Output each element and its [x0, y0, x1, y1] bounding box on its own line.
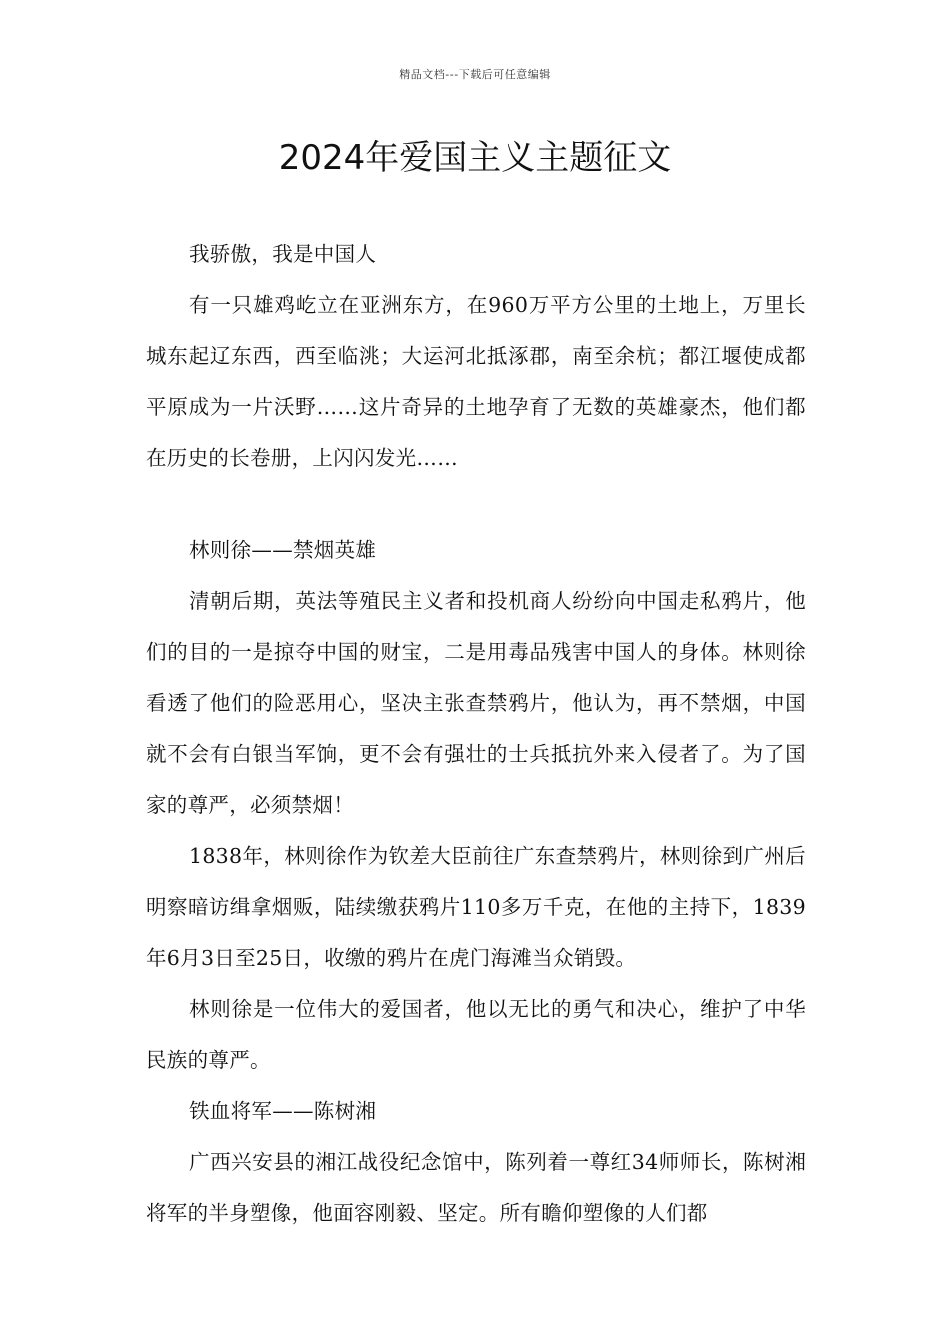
paragraph-subtitle: 我骄傲，我是中国人: [189, 242, 377, 266]
paragraph-lin-zexu-background: 清朝后期，英法等殖民主义者和投机商人纷纷向中国走私鸦片，他们的目的一是掠夺中国的财宝，二是用毒品残害中国人的身体。林则徐看透了他们的险恶用心，坚决主张查禁鸦片，他认为，再不禁烟，中国就不会有白银当军饷，更不会有强壮的士兵抵抗外来入侵者了。为了国家的尊严，必须禁烟！: [146, 589, 806, 817]
paragraph-chen-shuxiang: 广西兴安县的湘江战役纪念馆中，陈列着一尊红34师师长，陈树湘将军的半身塑像，他面容刚毅、坚定。所有瞻仰塑像的人们都: [146, 1150, 806, 1225]
section-heading-chen-shuxiang: 铁血将军——陈树湘: [189, 1099, 377, 1123]
document-body: [146, 229, 806, 1239]
paragraph-lin-zexu-summary: 林则徐是一位伟大的爱国者，他以无比的勇气和决心，维护了中华民族的尊严。: [146, 997, 806, 1072]
paragraph-spacer: [146, 484, 806, 525]
document-title: 2024年爱国主义主题征文: [278, 138, 672, 178]
paragraph-intro: 有一只雄鸡屹立在亚洲东方，在960万平方公里的土地上，万里长城东起辽东西，西至临洮；大运河北抵涿郡，南至余杭；都江堰使成都平原成为一片沃野……这片奇异的土地孕育了无数的英雄豪杰，他们都在历史的长卷册，上闪闪发光……: [146, 293, 806, 470]
header-note: 精品文档---下载后可任意编辑: [399, 68, 551, 81]
section-heading-lin-zexu: 林则徐——禁烟英雄: [189, 538, 377, 562]
paragraph-lin-zexu-1838: 1838年，林则徐作为钦差大臣前往广东查禁鸦片，林则徐到广州后明察暗访缉拿烟贩，陆续缴获鸦片110多万千克，在他的主持下，1839年6月3日至25日，收缴的鸦片在虎门海滩当众销毁。: [146, 844, 806, 970]
